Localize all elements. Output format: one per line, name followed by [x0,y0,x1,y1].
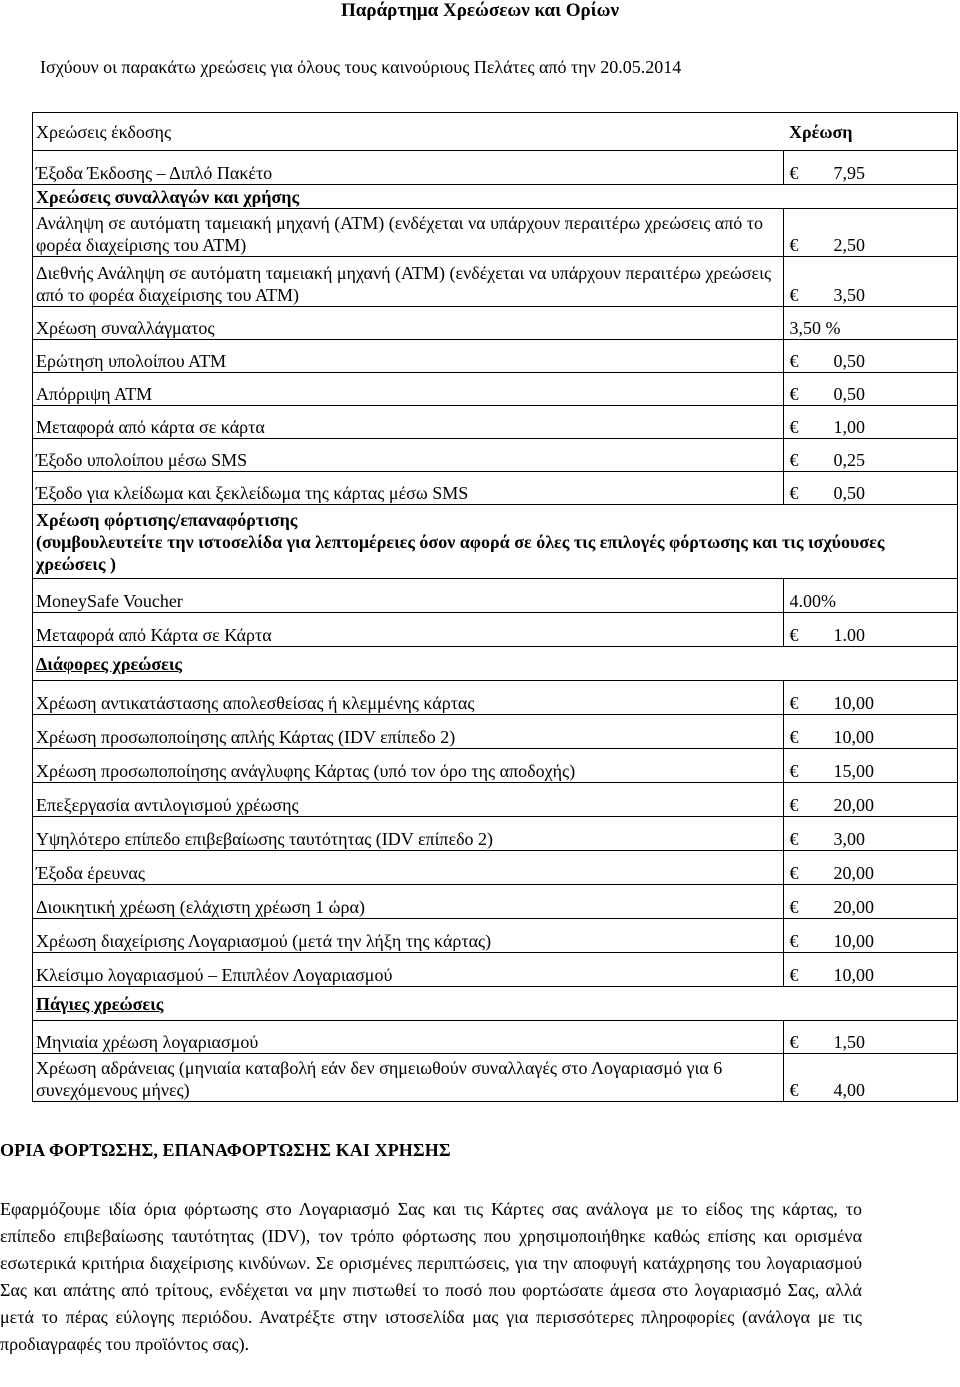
fixed-title-row [33,987,958,1021]
fee-amount [783,257,958,307]
euro-sign: € [789,761,799,781]
fee-label: Μεταφορά από Κάρτα σε Κάρτα [33,613,784,647]
loading-title-note: (συμβουλευτείτε την ιστοσελίδα για λεπτομέρειες όσον αφορά σε όλες τις επιλογές φόρτωσης και τις ισχύουσες χρεώσεις ) [36,531,885,574]
fee-amount [783,307,958,340]
limits-text: Εφαρμόζουμε ιδία όρια φόρτωσης στο Λογαριασμό Σας και τις Κάρτες σας ανάλογα με το είδος της κάρτας, το επίπεδο επιβεβαίωσης ταυτότητας (IDV), τον τρόπο φόρτωσης που χρησιμοποιήθηκε καθώς επίσης και ορισμένα εσωτερικά κριτήρια διαχείρισης κινδύνων. Σε ορισμένες περιπτώσεις, για την αποφυγή κατάχρησης του λογαριασμού Σας και απάτης από τρίτους, ενδέχεται να μην πιστωθεί το ποσό που φορτώσατε άμεσα στο λογαριασμό Σας, αλλά μετά το πέρας εύλογης περιόδου. Ανατρέξτε στην ιστοσελίδα μας για περισσότερες πληροφορίες (ανάλογα με τις προδιαγραφές του προϊόντος σας). [0,1199,862,1354]
fee-value: 10,00 [833,693,874,713]
fee-amount [783,817,958,851]
fee-value: 1.00 [833,625,865,645]
euro-sign: € [789,625,799,645]
fee-label: MoneySafe Voucher [33,579,784,613]
fee-row [33,406,958,439]
fee-label: Μεταφορά από κάρτα σε κάρτα [33,406,784,439]
fee-label: Έξοδα έρευνας [33,851,784,885]
fee-value: 1,00 [833,417,865,437]
fee-row [33,885,958,919]
fee-row [33,1054,958,1102]
fee-value: 4,00 [833,1080,865,1100]
euro-sign: € [789,727,799,747]
fee-row [33,257,958,307]
euro-sign: € [789,483,799,503]
fee-label: Χρέωση προσωποποίησης απλής Κάρτας (IDV επίπεδο 2) [33,715,784,749]
fee-label: Μηνιαία χρέωση λογαριασμού [33,1021,784,1054]
euro-sign: € [789,1032,799,1052]
fee-label: Χρέωση αντικατάστασης απολεσθείσας ή κλεμμένης κάρτας [33,681,784,715]
fee-value: 0,50 [833,384,865,404]
loading-title-row [33,505,958,579]
euro-sign: € [789,235,799,255]
euro-sign: € [789,965,799,985]
fee-label: Διοικητική χρέωση (ελάχιστη χρέωση 1 ώρα) [33,885,784,919]
fee-value: 2,50 [833,235,865,255]
fee-value: 10,00 [833,965,874,985]
fee-row [33,817,958,851]
fee-amount [783,783,958,817]
fee-row [33,472,958,505]
euro-sign: € [789,450,799,470]
fee-amount [783,715,958,749]
fixed-title [33,987,958,1021]
euro-sign: € [789,417,799,437]
fee-value: 0,50 [833,351,865,371]
euro-sign: € [789,163,799,183]
fee-amount [783,439,958,472]
fee-value: 7,95 [833,163,865,183]
misc-title-row [33,647,958,681]
fee-row [33,783,958,817]
fee-amount [783,613,958,647]
euro-sign: € [789,693,799,713]
fee-amount [783,681,958,715]
intro-text: Ισχύουν οι παρακάτω χρεώσεις για όλους τους καινούριους Πελάτες από την 20.05.2014 [40,57,682,77]
fee-value: 20,00 [833,863,874,883]
fee-value: 20,00 [833,897,874,917]
fee-label: Διεθνής Ανάληψη σε αυτόματη ταμειακή μηχανή (ΑΤΜ) (ενδέχεται να υπάρχουν περαιτέρω χρεώσεις από το φορέα διαχείρισης του ΑΤΜ) [33,257,784,307]
fee-amount [783,340,958,373]
fee-amount [783,151,958,185]
transactions-title-row [33,185,958,209]
misc-title [33,647,958,681]
euro-sign: € [789,384,799,404]
euro-sign: € [789,285,799,305]
fee-value: 10,00 [833,727,874,747]
fee-label: Έξοδο υπολοίπου μέσω SMS [33,439,784,472]
transactions-title [33,185,958,209]
transactions-title-text: Χρεώσεις συναλλαγών και χρήσης [36,186,300,207]
fee-row [33,749,958,783]
fee-amount [783,953,958,987]
table-header-row [33,113,958,151]
fee-row [33,209,958,257]
euro-sign: € [789,1080,799,1100]
fee-row [33,953,958,987]
fee-value: 15,00 [833,761,874,781]
fee-row [33,1021,958,1054]
fee-row [33,439,958,472]
fee-row [33,307,958,340]
euro-sign: € [789,351,799,371]
euro-sign: € [789,795,799,815]
fee-amount [783,1021,958,1054]
limits-title: ΟΡΙΑ ΦΟΡΤΩΣΗΣ, ΕΠΑΝΑΦΟΡΤΩΣΗΣ ΚΑΙ ΧΡΗΣΗΣ [0,1140,451,1160]
fee-value: 20,00 [833,795,874,815]
fee-table [32,112,958,1102]
euro-sign: € [789,931,799,951]
fee-label: Ανάληψη σε αυτόματη ταμειακή μηχανή (ΑΤΜ) (ενδέχεται να υπάρχουν περαιτέρω χρεώσεις από το φορέα διαχείρισης του ΑΤΜ) [33,209,784,257]
charge-header: Χρέωση [783,113,958,151]
fee-value: 3,50 [833,285,865,305]
euro-sign: € [789,829,799,849]
fee-value: 3,50 % [789,318,841,338]
fee-row [33,851,958,885]
fee-label: Υψηλότερο επίπεδο επιβεβαίωσης ταυτότητας (IDV επίπεδο 2) [33,817,784,851]
fee-amount [783,209,958,257]
fixed-title-text: Πάγιες χρεώσεις [36,993,164,1014]
fee-amount [783,1054,958,1102]
page-title: Παράρτημα Χρεώσεων και Ορίων [341,0,619,21]
fee-amount [783,851,958,885]
fee-amount [783,406,958,439]
loading-title [33,505,958,579]
fee-label: Κλείσιμο λογαριασμού – Επιπλέον Λογαριασμού [33,953,784,987]
fee-row [33,151,958,185]
fee-row [33,681,958,715]
section-header: Χρεώσεις έκδοσης [33,113,784,151]
fee-label: Ερώτηση υπολοίπου ΑΤΜ [33,340,784,373]
fee-amount [783,373,958,406]
fee-label: Επεξεργασία αντιλογισμού χρέωσης [33,783,784,817]
fee-label: Χρέωση προσωποποίησης ανάγλυφης Κάρτας (υπό τον όρο της αποδοχής) [33,749,784,783]
fee-value: 0,25 [833,450,865,470]
fee-row [33,373,958,406]
fee-value: 10,00 [833,931,874,951]
fee-label: Χρέωση διαχείρισης Λογαριασμού (μετά την λήξη της κάρτας) [33,919,784,953]
fee-row [33,579,958,613]
loading-title-text: Χρέωση φόρτισης/επαναφόρτισης [36,509,298,530]
fee-label: Χρέωση αδράνειας (μηνιαία καταβολή εάν δεν σημειωθούν συναλλαγές στο Λογαριασμό για 6 συνεχόμενους μήνες) [33,1054,784,1102]
euro-sign: € [789,897,799,917]
fee-row [33,919,958,953]
fee-row [33,340,958,373]
fee-value: 3,00 [833,829,865,849]
fee-label: Έξοδα Έκδοσης – Διπλό Πακέτο [33,151,784,185]
euro-sign: € [789,863,799,883]
fee-value: 4.00% [789,591,836,611]
fee-row [33,613,958,647]
fee-label: Χρέωση συναλλάγματος [33,307,784,340]
fee-amount [783,472,958,505]
fee-amount [783,919,958,953]
fee-amount [783,885,958,919]
fee-amount [783,749,958,783]
misc-title-text: Διάφορες χρεώσεις [36,653,183,674]
fee-row [33,715,958,749]
fee-value: 0,50 [833,483,865,503]
fee-value: 1,50 [833,1032,865,1052]
fee-label: Απόρριψη ΑΤΜ [33,373,784,406]
fee-amount [783,579,958,613]
fee-label: Έξοδο για κλείδωμα και ξεκλείδωμα της κάρτας μέσω SMS [33,472,784,505]
